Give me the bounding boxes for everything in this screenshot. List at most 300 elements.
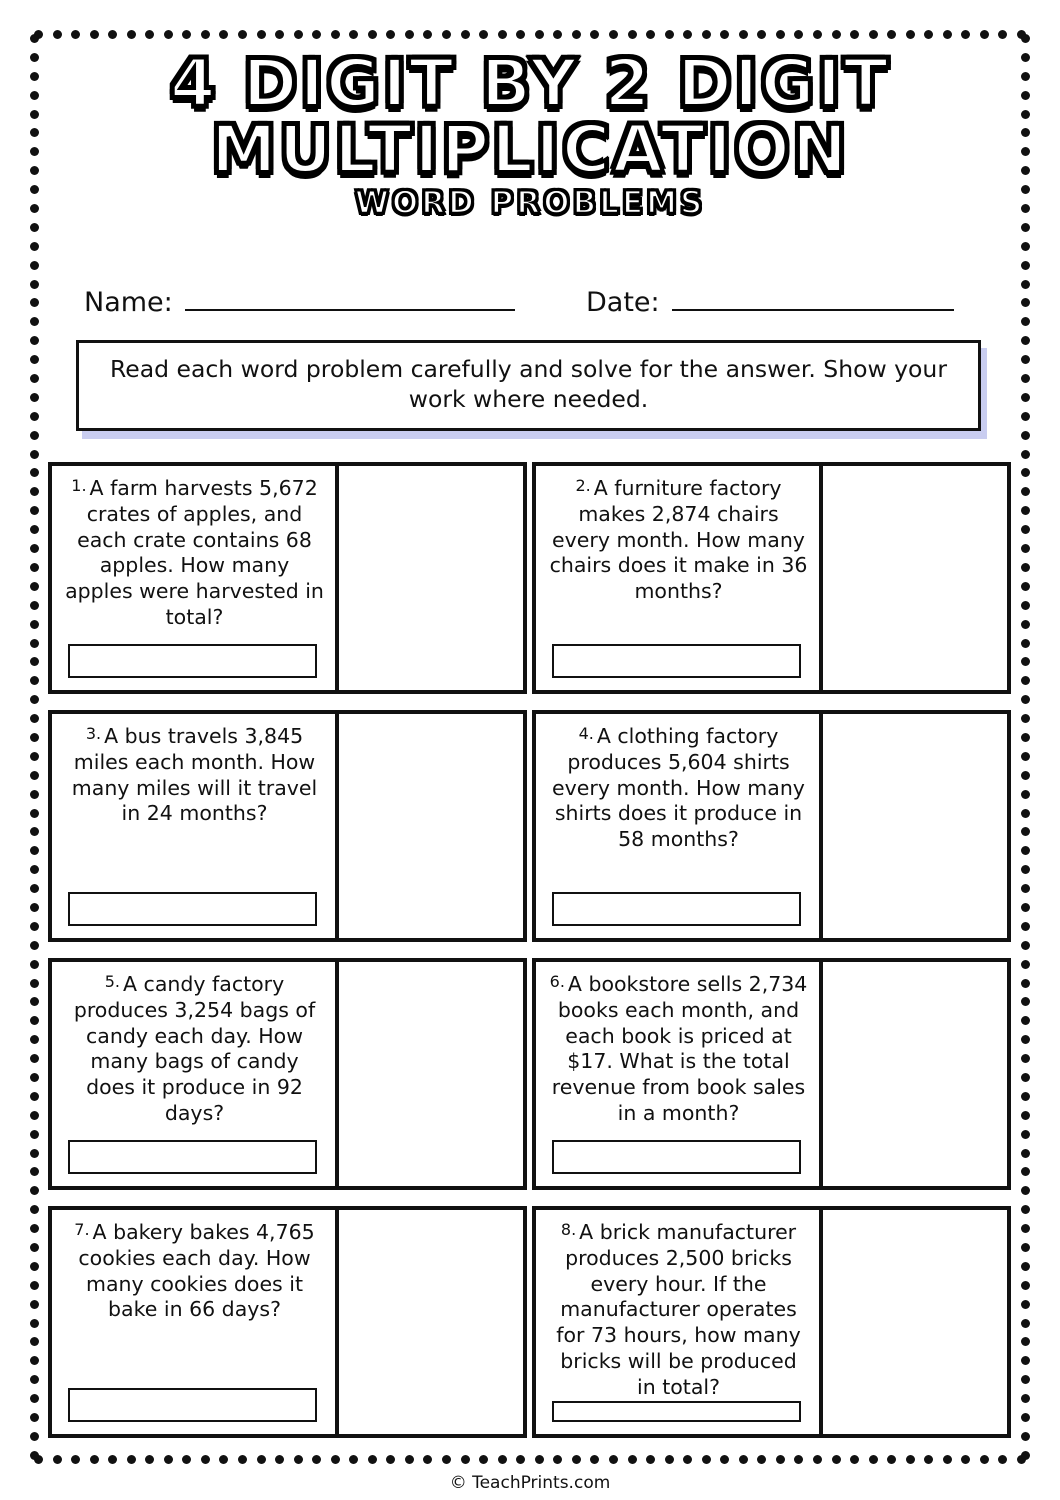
border-dot <box>30 582 39 591</box>
border-dot <box>30 1186 39 1195</box>
problem-question-side-3 <box>52 714 339 938</box>
problem-card-3 <box>48 710 527 942</box>
problem-question-side-1 <box>52 466 339 690</box>
border-dot <box>1021 1092 1030 1101</box>
name-input[interactable] <box>185 289 515 311</box>
border-dot <box>961 1455 970 1464</box>
date-input[interactable] <box>672 289 954 311</box>
border-dot <box>127 1455 136 1464</box>
border-dot <box>720 1455 729 1464</box>
answer-input-6[interactable] <box>552 1140 801 1174</box>
border-dot <box>553 1455 562 1464</box>
problem-text-7 <box>64 1220 325 1323</box>
border-dot <box>924 1455 933 1464</box>
border-dot <box>850 30 859 39</box>
border-dot <box>832 1455 841 1464</box>
border-dot <box>30 1432 39 1441</box>
border-dot <box>1021 1016 1030 1025</box>
border-dot <box>628 30 637 39</box>
border-dot <box>386 1455 395 1464</box>
border-dot <box>943 1455 952 1464</box>
border-dot <box>30 997 39 1006</box>
work-area-3[interactable] <box>339 714 523 938</box>
border-dot <box>368 30 377 39</box>
border-dot <box>1021 1262 1030 1271</box>
border-dot <box>1021 506 1030 515</box>
border-dot <box>1021 771 1030 780</box>
border-dot <box>30 53 39 62</box>
border-dot <box>1021 1149 1030 1158</box>
border-dot <box>30 903 39 912</box>
border-dot <box>1021 431 1030 440</box>
border-dot <box>535 1455 544 1464</box>
border-dot <box>479 1455 488 1464</box>
border-dot <box>1021 34 1030 43</box>
border-dot <box>1021 922 1030 931</box>
border-dot <box>850 1455 859 1464</box>
work-area-8[interactable] <box>823 1210 1007 1434</box>
border-dot <box>1021 601 1030 610</box>
border-dot <box>720 30 729 39</box>
border-dot <box>201 30 210 39</box>
problem-text-5 <box>64 972 325 1127</box>
border-dot <box>813 1455 822 1464</box>
border-dot <box>53 1455 62 1464</box>
border-dot <box>1021 1167 1030 1176</box>
border-dot <box>331 30 340 39</box>
border-dot <box>30 620 39 629</box>
work-area-5[interactable] <box>339 962 523 1186</box>
border-dot <box>30 166 39 175</box>
border-dot <box>349 1455 358 1464</box>
border-dot <box>1021 563 1030 572</box>
problem-number-1: 1. <box>71 476 87 495</box>
border-dot <box>1021 91 1030 100</box>
border-dot <box>1021 809 1030 818</box>
border-dot <box>405 30 414 39</box>
border-dot <box>182 30 191 39</box>
border-dot <box>1021 204 1030 213</box>
problem-question-side-6 <box>536 962 823 1186</box>
border-dot <box>442 30 451 39</box>
border-dot <box>516 1455 525 1464</box>
border-dot <box>869 1455 878 1464</box>
border-dot <box>30 1149 39 1158</box>
problem-card-5 <box>48 958 527 1190</box>
problem-number-7: 7. <box>74 1220 90 1239</box>
border-dot <box>1021 393 1030 402</box>
answer-input-1[interactable] <box>68 644 317 678</box>
border-dot <box>1021 865 1030 874</box>
border-dot <box>1021 1300 1030 1309</box>
border-dot <box>1021 695 1030 704</box>
problem-card-4 <box>532 710 1011 942</box>
title-line-2: MULTIPLICATION <box>210 111 850 189</box>
border-dot <box>30 1300 39 1309</box>
border-dot <box>30 261 39 270</box>
problem-text-1 <box>64 476 325 631</box>
border-dot <box>1021 1111 1030 1120</box>
border-dot <box>1021 997 1030 1006</box>
border-dot <box>572 1455 581 1464</box>
border-dot <box>1021 903 1030 912</box>
border-dot <box>30 960 39 969</box>
date-label: Date: <box>586 287 660 318</box>
border-dot <box>30 1224 39 1233</box>
border-dot <box>1021 960 1030 969</box>
border-dot <box>108 30 117 39</box>
border-dot <box>1021 242 1030 251</box>
border-dot <box>516 30 525 39</box>
border-dot <box>30 733 39 742</box>
border-dot <box>998 1455 1007 1464</box>
border-dot <box>1021 620 1030 629</box>
border-dot <box>1021 1432 1030 1441</box>
answer-input-7[interactable] <box>68 1388 317 1422</box>
border-dot <box>1021 1054 1030 1063</box>
problem-number-6: 6. <box>549 972 565 991</box>
problem-number-3: 3. <box>85 724 102 743</box>
border-dot <box>1021 582 1030 591</box>
border-dot <box>1021 752 1030 761</box>
border-dot <box>257 1455 266 1464</box>
border-dot <box>498 30 507 39</box>
border-dot <box>665 30 674 39</box>
problem-card-6 <box>532 958 1011 1190</box>
border-dot <box>30 865 39 874</box>
border-dot <box>1021 979 1030 988</box>
border-dot <box>182 1455 191 1464</box>
border-dot <box>1021 1130 1030 1139</box>
border-dot <box>30 1451 39 1460</box>
border-dot <box>30 676 39 685</box>
border-dot <box>1021 1186 1030 1195</box>
border-dot <box>1021 1413 1030 1422</box>
page-title <box>60 45 1000 222</box>
border-dot <box>980 30 989 39</box>
answer-input-2[interactable] <box>552 644 801 678</box>
border-dot <box>1021 317 1030 326</box>
border-dot <box>1021 185 1030 194</box>
border-dot <box>30 72 39 81</box>
border-dot <box>30 525 39 534</box>
border-dot <box>405 1455 414 1464</box>
border-dot <box>349 30 358 39</box>
border-dot <box>275 30 284 39</box>
border-dot <box>30 827 39 836</box>
border-dot <box>869 30 878 39</box>
border-dot <box>1021 147 1030 156</box>
problem-text-3 <box>64 724 325 827</box>
problem-body-8: A brick manufacturer produces 2,500 bricks every hour. If the manufacturer operates for 73 hours, how many bricks will be produced in total? <box>556 1220 801 1399</box>
border-dot <box>1021 884 1030 893</box>
border-dot <box>30 1111 39 1120</box>
problem-body-6: A bookstore sells 2,734 books each month, and each book is priced at $17. What is the total revenue from book sales in a month? <box>551 972 808 1126</box>
border-dot <box>90 1455 99 1464</box>
border-dot <box>201 1455 210 1464</box>
border-dot <box>219 1455 228 1464</box>
name-label: Name: <box>84 287 173 318</box>
border-dot <box>30 1413 39 1422</box>
border-dot <box>1021 450 1030 459</box>
border-dot <box>30 714 39 723</box>
border-dot <box>1021 790 1030 799</box>
title-line-1: 4 DIGIT BY 2 DIGIT <box>169 45 891 122</box>
title-line-3: WORD PROBLEMS <box>354 185 706 222</box>
border-dot <box>30 431 39 440</box>
border-dot <box>1021 128 1030 137</box>
dotted-border-top <box>34 30 1026 39</box>
border-dot <box>906 1455 915 1464</box>
border-dot <box>794 1455 803 1464</box>
border-dot <box>1021 846 1030 855</box>
border-dot <box>906 30 915 39</box>
border-dot <box>312 30 321 39</box>
border-dot <box>646 30 655 39</box>
dotted-border-left <box>30 34 39 1460</box>
border-dot <box>30 941 39 950</box>
border-dot <box>145 1455 154 1464</box>
border-dot <box>30 506 39 515</box>
border-dot <box>30 544 39 553</box>
problem-card-2 <box>532 462 1011 694</box>
problem-body-1: A farm harvests 5,672 crates of apples, and each crate contains 68 apples. How many apples were harvested in total? <box>65 476 324 630</box>
border-dot <box>30 374 39 383</box>
border-dot <box>30 317 39 326</box>
border-dot <box>71 30 80 39</box>
border-dot <box>739 30 748 39</box>
border-dot <box>90 30 99 39</box>
border-dot <box>30 1054 39 1063</box>
border-dot <box>30 1319 39 1328</box>
border-dot <box>30 1375 39 1384</box>
work-area-1[interactable] <box>339 466 523 690</box>
border-dot <box>1021 1394 1030 1403</box>
border-dot <box>53 30 62 39</box>
border-dot <box>887 30 896 39</box>
problem-card-8 <box>532 1206 1011 1438</box>
border-dot <box>702 1455 711 1464</box>
answer-input-5[interactable] <box>68 1140 317 1174</box>
problem-text-2 <box>548 476 809 605</box>
border-dot <box>924 30 933 39</box>
border-dot <box>1021 1281 1030 1290</box>
problem-question-side-2 <box>536 466 823 690</box>
border-dot <box>757 1455 766 1464</box>
border-dot <box>1021 336 1030 345</box>
border-dot <box>776 30 785 39</box>
border-dot <box>1021 53 1030 62</box>
border-dot <box>1021 298 1030 307</box>
problem-body-2: A furniture factory makes 2,874 chairs every month. How many chairs does it make in 36 months? <box>549 476 808 604</box>
border-dot <box>30 147 39 156</box>
problem-card-7 <box>48 1206 527 1438</box>
border-dot <box>30 336 39 345</box>
border-dot <box>1021 1375 1030 1384</box>
border-dot <box>164 1455 173 1464</box>
border-dot <box>30 1356 39 1365</box>
border-dot <box>1021 544 1030 553</box>
border-dot <box>30 1130 39 1139</box>
border-dot <box>30 355 39 364</box>
footer-credit: © TeachPrints.com <box>449 1473 611 1493</box>
border-dot <box>30 204 39 213</box>
answer-input-8[interactable] <box>552 1401 801 1422</box>
border-dot <box>1021 374 1030 383</box>
border-dot <box>30 563 39 572</box>
problem-body-5: A candy factory produces 3,254 bags of candy each day. How many bags of candy does it produce in 92 days? <box>73 972 316 1126</box>
border-dot <box>1021 487 1030 496</box>
work-area-6[interactable] <box>823 962 1007 1186</box>
problem-body-3: A bus travels 3,845 miles each month. How many miles will it travel in 24 months? <box>71 724 318 826</box>
border-dot <box>1021 733 1030 742</box>
border-dot <box>30 185 39 194</box>
date-field-group <box>586 287 954 318</box>
dotted-border-right <box>1021 34 1030 1460</box>
border-dot <box>702 30 711 39</box>
work-area-7[interactable] <box>339 1210 523 1434</box>
border-dot <box>1021 714 1030 723</box>
border-dot <box>30 1205 39 1214</box>
border-dot <box>980 1455 989 1464</box>
border-dot <box>30 128 39 137</box>
border-dot <box>30 809 39 818</box>
name-date-row <box>78 287 982 327</box>
border-dot <box>30 242 39 251</box>
border-dot <box>998 30 1007 39</box>
border-dot <box>30 393 39 402</box>
problem-question-side-8 <box>536 1210 823 1434</box>
border-dot <box>30 1262 39 1271</box>
border-dot <box>1021 639 1030 648</box>
work-area-4[interactable] <box>823 714 1007 938</box>
border-dot <box>646 1455 655 1464</box>
border-dot <box>30 34 39 43</box>
border-dot <box>423 1455 432 1464</box>
problem-text-4 <box>548 724 809 853</box>
border-dot <box>757 30 766 39</box>
border-dot <box>30 1243 39 1252</box>
work-area-2[interactable] <box>823 466 1007 690</box>
border-dot <box>609 30 618 39</box>
border-dot <box>1021 657 1030 666</box>
border-dot <box>813 30 822 39</box>
border-dot <box>30 1092 39 1101</box>
border-dot <box>30 1337 39 1346</box>
problem-question-side-7 <box>52 1210 339 1434</box>
border-dot <box>590 1455 599 1464</box>
border-dot <box>683 1455 692 1464</box>
border-dot <box>832 30 841 39</box>
border-dot <box>312 1455 321 1464</box>
border-dot <box>30 846 39 855</box>
border-dot <box>943 30 952 39</box>
border-dot <box>331 1455 340 1464</box>
border-dot <box>1021 676 1030 685</box>
border-dot <box>461 1455 470 1464</box>
border-dot <box>1021 1073 1030 1082</box>
problem-question-side-4 <box>536 714 823 938</box>
border-dot <box>30 695 39 704</box>
border-dot <box>219 30 228 39</box>
border-dot <box>1021 280 1030 289</box>
border-dot <box>30 412 39 421</box>
border-dot <box>1021 355 1030 364</box>
border-dot <box>238 1455 247 1464</box>
border-dot <box>1021 1224 1030 1233</box>
border-dot <box>609 1455 618 1464</box>
border-dot <box>30 1167 39 1176</box>
problem-body-4: A clothing factory produces 5,604 shirts every month. How many shirts does it produce in 58 months? <box>552 724 805 852</box>
border-dot <box>479 30 488 39</box>
answer-input-4[interactable] <box>552 892 801 926</box>
border-dot <box>30 450 39 459</box>
border-dot <box>683 30 692 39</box>
problem-number-2: 2. <box>575 476 591 495</box>
problem-number-8: 8. <box>560 1220 577 1239</box>
border-dot <box>1021 1205 1030 1214</box>
border-dot <box>294 1455 303 1464</box>
problem-text-8 <box>548 1220 809 1401</box>
border-dot <box>30 884 39 893</box>
border-dot <box>30 639 39 648</box>
border-dot <box>887 1455 896 1464</box>
border-dot <box>30 979 39 988</box>
border-dot <box>1021 1035 1030 1044</box>
problem-body-7: A bakery bakes 4,765 cookies each day. How many cookies does it bake in 66 days? <box>78 1220 315 1322</box>
border-dot <box>1021 941 1030 950</box>
border-dot <box>30 1281 39 1290</box>
dotted-border-bottom <box>34 1455 1026 1464</box>
border-dot <box>1021 223 1030 232</box>
border-dot <box>1021 110 1030 119</box>
problem-number-5: 5. <box>104 972 121 991</box>
border-dot <box>238 30 247 39</box>
border-dot <box>739 1455 748 1464</box>
border-dot <box>71 1455 80 1464</box>
border-dot <box>1021 1356 1030 1365</box>
border-dot <box>1021 72 1030 81</box>
border-dot <box>442 1455 451 1464</box>
border-dot <box>127 30 136 39</box>
problem-question-side-5 <box>52 962 339 1186</box>
border-dot <box>1021 412 1030 421</box>
instructions-box: Read each word problem carefully and solve for the answer. Show your work where needed. <box>76 340 981 431</box>
problems-grid <box>48 462 1011 1438</box>
border-dot <box>30 601 39 610</box>
border-dot <box>30 1035 39 1044</box>
border-dot <box>30 1016 39 1025</box>
border-dot <box>1021 525 1030 534</box>
border-dot <box>145 30 154 39</box>
border-dot <box>535 30 544 39</box>
border-dot <box>961 30 970 39</box>
name-field-group <box>84 287 515 318</box>
border-dot <box>30 657 39 666</box>
border-dot <box>275 1455 284 1464</box>
border-dot <box>30 771 39 780</box>
border-dot <box>108 1455 117 1464</box>
border-dot <box>1021 1243 1030 1252</box>
border-dot <box>30 468 39 477</box>
border-dot <box>294 30 303 39</box>
answer-input-3[interactable] <box>68 892 317 926</box>
border-dot <box>30 922 39 931</box>
border-dot <box>590 30 599 39</box>
border-dot <box>1021 1451 1030 1460</box>
border-dot <box>30 790 39 799</box>
border-dot <box>1021 827 1030 836</box>
